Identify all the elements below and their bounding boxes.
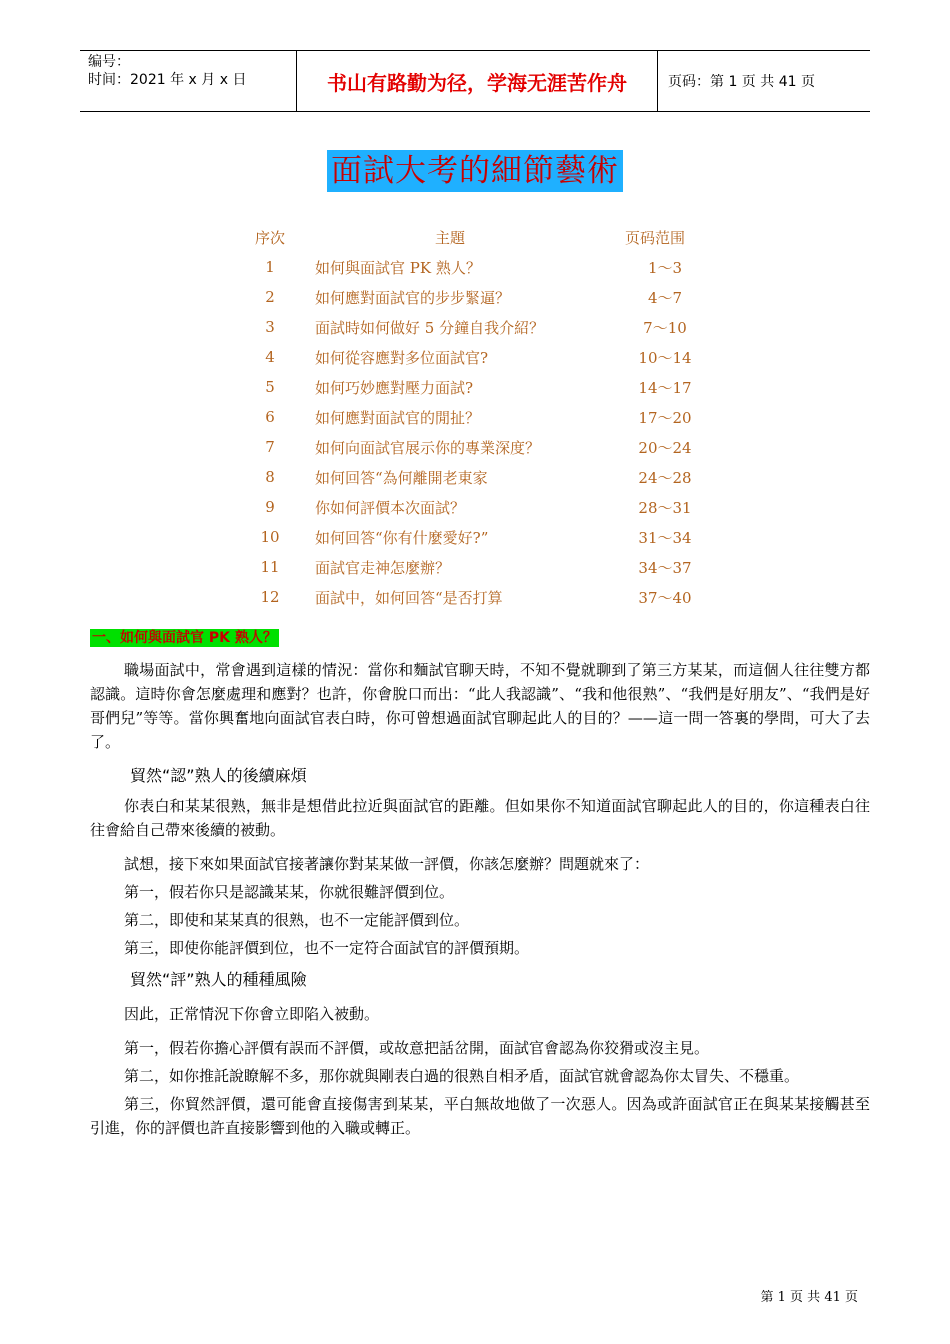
page-header	[80, 50, 870, 112]
toc-row	[235, 252, 725, 282]
toc-no: 8	[265, 468, 275, 486]
toc-pages: 17～20	[638, 408, 692, 427]
toc-topic: 你如何評價本次面試？	[315, 498, 466, 517]
header-motto: 书山有路勤为径，学海无涯苦作舟	[327, 70, 627, 95]
toc-pages: 10～14	[638, 348, 692, 367]
toc-pages: 20～24	[638, 438, 692, 457]
title-wrap	[0, 150, 950, 192]
time-label: 时间：2021 年 x 月 x 日	[88, 72, 247, 88]
document-title: 面試大考的細節藝術	[327, 150, 623, 192]
toc-row	[235, 462, 725, 492]
toc-pages: 28～31	[638, 498, 692, 517]
header-meta	[80, 51, 296, 111]
toc-row	[235, 552, 725, 582]
toc-topic: 面試官走神怎麼辦？	[315, 558, 451, 577]
toc-row	[235, 312, 725, 342]
toc-topic: 如何從容應對多位面試官?	[315, 348, 489, 367]
toc-header-no: 序次	[254, 228, 285, 247]
toc-topic: 如何巧妙應對壓力面試?	[315, 378, 474, 397]
toc-no: 10	[260, 528, 280, 546]
toc-no: 4	[265, 348, 275, 366]
header-motto-cell	[296, 51, 658, 111]
paragraph: 試想，接下來如果面試官接著讓你對某某做一評價，你該怎麼辦？問題就來了：	[124, 855, 650, 873]
subheading: 貿然“評”熟人的種種風險	[130, 970, 307, 989]
toc-no: 7	[265, 438, 275, 456]
paragraph: 職場面試中，常會遇到這樣的情況：當你和麵試官聊天時，不知不覺就聊到了第三方某某，而這個人往往雙方都認識。這時你會怎麼處理和應對？也許，你會脫口而出：“此人我認識”、“我和他很熟”、“我們是好朋友”、“我們是好哥們兒”等等。當你興奮地向面試官表白時，你可曾想過面試官聊起此人的目的？——這一問一答裏的學問，可大了去了。	[90, 661, 870, 751]
toc-pages: 14～17	[638, 378, 692, 397]
toc-pages: 37～40	[638, 588, 692, 607]
toc-row	[235, 492, 725, 522]
toc-pages: 1～3	[647, 258, 683, 277]
toc-topic: 如何與面試官 PK 熟人？	[315, 258, 481, 277]
paragraph: 第三，你貿然評價，還可能會直接傷害到某某，平白無故地做了一次惡人。因為或許面試官正在與某某接觸甚至引進，你的評價也許直接影響到他的入職或轉正。	[90, 1095, 870, 1137]
toc-header-topic: 主題	[434, 228, 465, 247]
toc-row	[235, 342, 725, 372]
toc-header-row	[235, 222, 725, 252]
toc-pages: 34～37	[638, 558, 692, 577]
header-page-info: 页码：第 1 页 共 41 页	[668, 74, 815, 90]
paragraph: 第一，假若你只是認識某某，你就很難評價到位。	[124, 883, 455, 901]
toc-topic: 面試時如何做好 5 分鐘自我介紹？	[315, 318, 545, 337]
subheading: 貿然“認”熟人的後續麻煩	[130, 766, 307, 785]
toc-row	[235, 402, 725, 432]
toc-pages: 24～28	[638, 468, 692, 487]
toc-pages: 4～7	[647, 288, 683, 307]
section-heading-text: 一、如何與面試官 PK 熟人？	[92, 630, 277, 646]
toc-pages: 7～10	[643, 318, 687, 337]
toc-row	[235, 432, 725, 462]
toc-no: 6	[265, 408, 275, 426]
toc-no: 9	[265, 498, 275, 516]
toc-no: 3	[265, 318, 275, 336]
toc-row	[235, 372, 725, 402]
body-text	[90, 652, 870, 1140]
toc-no: 11	[260, 558, 280, 576]
toc-no: 2	[265, 288, 275, 306]
toc-row	[235, 522, 725, 552]
table-of-contents	[235, 222, 725, 612]
toc-no: 5	[265, 378, 275, 396]
toc-row	[235, 582, 725, 612]
code-label: 编号：	[88, 54, 130, 70]
toc-no: 12	[260, 588, 280, 606]
paragraph: 第二，如你推託說瞭解不多，那你就與剛表白過的很熟自相矛盾，面試官就會認為你太冒失、不穩重。	[124, 1067, 800, 1085]
paragraph: 第三，即使你能評價到位，也不一定符合面試官的評價預期。	[124, 939, 530, 957]
toc-topic: 如何回答“為何離開老東家	[315, 468, 488, 487]
paragraph: 第一，假若你擔心評價有誤而不評價，或故意把話岔開，面試官會認為你狡猾或沒主見。	[124, 1039, 710, 1057]
toc-row	[235, 282, 725, 312]
paragraph: 因此，正常情況下你會立即陷入被動。	[124, 1005, 380, 1023]
toc-topic: 如何應對面試官的閒扯？	[315, 408, 481, 427]
toc-header-pages: 页码范围	[624, 228, 685, 247]
paragraph: 你表白和某某很熟，無非是想借此拉近與面試官的距離。但如果你不知道面試官聊起此人的目的，你這種表白往往會給自己帶來後續的被動。	[90, 797, 870, 839]
toc-topic: 如何應對面試官的步步緊逼？	[315, 288, 511, 307]
toc-topic: 面試中，如何回答“是否打算	[315, 588, 503, 607]
toc-pages: 31～34	[638, 528, 692, 547]
section-heading	[90, 627, 279, 647]
toc-topic: 如何向面試官展示你的專業深度？	[315, 438, 541, 457]
toc-topic: 如何回答“你有什麼愛好?”	[315, 528, 489, 547]
page-footer: 第 1 页 共 41 页	[760, 1290, 858, 1305]
toc-no: 1	[265, 258, 275, 276]
paragraph: 第二，即使和某某真的很熟，也不一定能評價到位。	[124, 911, 470, 929]
